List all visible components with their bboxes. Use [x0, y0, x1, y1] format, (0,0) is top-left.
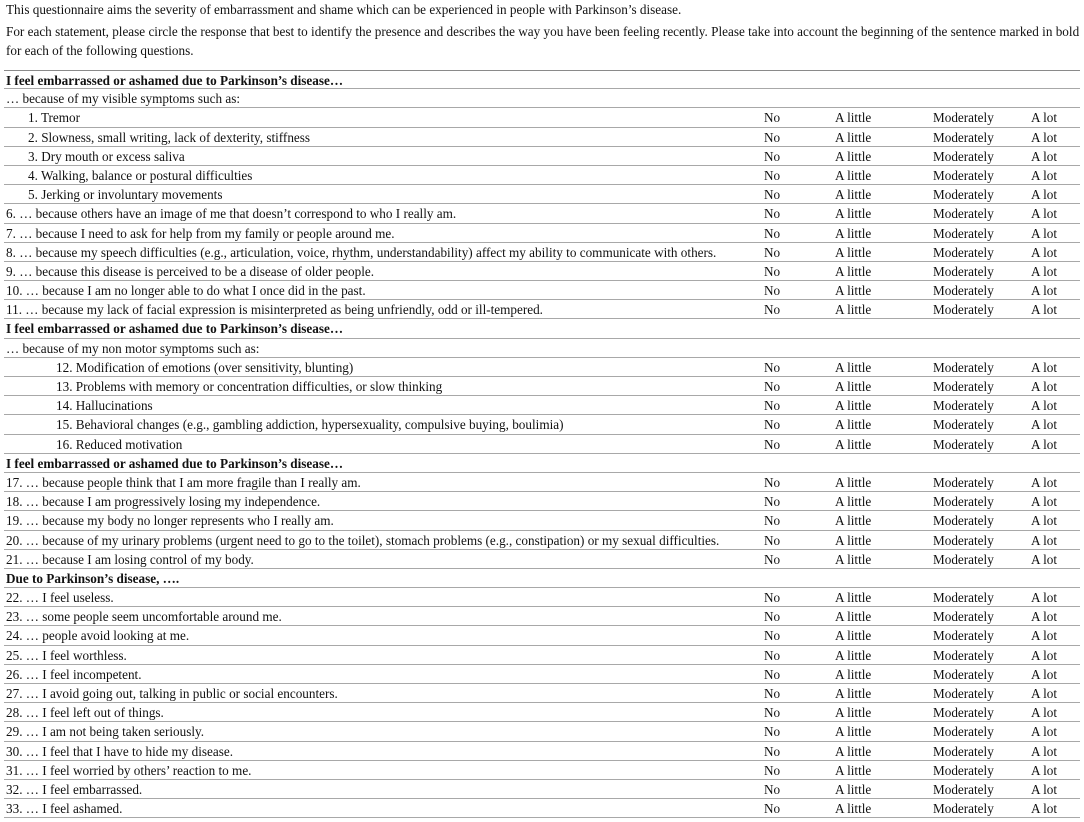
option-moderately[interactable]: Moderately	[933, 609, 994, 625]
question-text: 24. … people avoid looking at me.	[6, 628, 190, 644]
option-a-little[interactable]: A little	[835, 283, 872, 299]
option-moderately[interactable]: Moderately	[933, 647, 994, 663]
question-text: 13. Problems with memory or concentration difficulties, or slow thinking	[56, 379, 443, 394]
option-moderately[interactable]: Moderately	[933, 781, 994, 797]
option-no[interactable]: No	[764, 686, 781, 701]
option-a-little[interactable]: A little	[835, 647, 872, 663]
option-a-little[interactable]: A little	[835, 781, 872, 797]
option-no[interactable]: No	[764, 436, 781, 452]
option-a-lot[interactable]: A lot	[1031, 590, 1058, 606]
option-a-lot[interactable]: A lot	[1031, 417, 1058, 433]
question-row	[4, 473, 1080, 492]
option-a-little[interactable]: A little	[835, 436, 872, 452]
question-row	[4, 588, 1080, 607]
option-no[interactable]: No	[764, 187, 781, 203]
option-a-lot[interactable]: A lot	[1031, 705, 1058, 721]
option-no[interactable]: No	[764, 551, 781, 567]
option-a-lot[interactable]: A lot	[1031, 513, 1058, 529]
question-row	[4, 396, 1080, 415]
option-a-little[interactable]: A little	[835, 551, 872, 567]
option-a-lot[interactable]: A lot	[1031, 743, 1058, 759]
option-moderately[interactable]: Moderately	[933, 532, 994, 548]
option-a-lot[interactable]: A lot	[1031, 609, 1058, 625]
option-no[interactable]: No	[764, 474, 781, 490]
option-moderately[interactable]: Moderately	[933, 686, 994, 701]
option-moderately[interactable]: Moderately	[933, 551, 994, 567]
option-no[interactable]: No	[764, 590, 781, 606]
option-a-lot[interactable]: A lot	[1031, 187, 1058, 203]
question-text: 17. … because people think that I am more fragile than I really am.	[6, 474, 361, 490]
question-text: 25. … I feel worthless.	[6, 647, 127, 663]
question-text: 11. … because my lack of facial expression is misinterpreted as being unfriendly, odd or ill-tempered.	[6, 302, 543, 318]
option-a-little[interactable]: A little	[835, 724, 872, 740]
option-a-little[interactable]: A little	[835, 359, 872, 375]
option-moderately[interactable]: Moderately	[933, 724, 994, 740]
option-no[interactable]: No	[764, 148, 781, 164]
option-a-little[interactable]: A little	[835, 187, 872, 203]
option-a-little[interactable]: A little	[835, 206, 872, 222]
question-row	[4, 300, 1080, 319]
question-row	[4, 492, 1080, 511]
section-header: I feel embarrassed or ashamed due to Parkinson’s disease…	[6, 455, 344, 471]
option-moderately[interactable]: Moderately	[933, 263, 994, 279]
question-row	[4, 684, 1080, 703]
option-a-lot[interactable]: A lot	[1031, 551, 1058, 567]
questionnaire-table	[4, 70, 1080, 818]
question-text: 9. … because this disease is perceived to be a disease of older people.	[6, 263, 375, 279]
question-row	[4, 262, 1080, 281]
question-row	[4, 511, 1080, 530]
question-row	[4, 607, 1080, 626]
option-no[interactable]: No	[764, 724, 781, 740]
option-a-lot[interactable]: A lot	[1031, 379, 1058, 394]
option-no[interactable]: No	[764, 494, 781, 510]
question-text: 20. … because of my urinary problems (urgent need to go to the toilet), stomach problems (e.g., constipation) or my sexual difficulties.	[6, 532, 720, 548]
question-row	[4, 128, 1080, 147]
option-no[interactable]: No	[764, 359, 781, 375]
question-row	[4, 185, 1080, 204]
section-header-row	[4, 319, 1080, 338]
option-a-lot[interactable]: A lot	[1031, 686, 1058, 701]
option-no[interactable]: No	[764, 666, 781, 682]
option-no[interactable]: No	[764, 206, 781, 222]
question-text: 26. … I feel incompetent.	[6, 666, 142, 682]
option-a-little[interactable]: A little	[835, 379, 872, 394]
option-a-lot[interactable]: A lot	[1031, 801, 1058, 817]
question-row	[4, 358, 1080, 377]
option-a-lot[interactable]: A lot	[1031, 724, 1058, 740]
option-moderately[interactable]: Moderately	[933, 148, 994, 164]
question-text: 6. … because others have an image of me that doesn’t correspond to who I really am.	[6, 206, 457, 222]
option-a-little[interactable]: A little	[835, 666, 872, 682]
option-a-little[interactable]: A little	[835, 513, 872, 529]
question-row	[4, 377, 1080, 396]
subsection-label: … because of my visible symptoms such as:	[6, 91, 241, 107]
question-text: 5. Jerking or involuntary movements	[28, 187, 223, 203]
option-a-little[interactable]: A little	[835, 762, 872, 778]
option-moderately[interactable]: Moderately	[933, 474, 994, 490]
option-a-lot[interactable]: A lot	[1031, 666, 1058, 682]
question-text: 4. Walking, balance or postural difficulties	[28, 167, 253, 183]
option-a-little[interactable]: A little	[835, 398, 872, 414]
question-row	[4, 166, 1080, 185]
subsection-row	[4, 89, 1080, 108]
option-a-little[interactable]: A little	[835, 590, 872, 606]
option-a-lot[interactable]: A lot	[1031, 762, 1058, 778]
question-text: 29. … I am not being taken seriously.	[6, 724, 205, 740]
question-text: 33. … I feel ashamed.	[6, 801, 123, 817]
option-a-little[interactable]: A little	[835, 110, 872, 126]
question-text: 27. … I avoid going out, talking in public or social encounters.	[6, 686, 338, 701]
option-moderately[interactable]: Moderately	[933, 705, 994, 721]
option-a-little[interactable]: A little	[835, 532, 872, 548]
question-text: 12. Modification of emotions (over sensitivity, blunting)	[56, 359, 354, 375]
option-a-lot[interactable]: A lot	[1031, 647, 1058, 663]
option-no[interactable]: No	[764, 129, 781, 145]
question-text: 1. Tremor	[28, 110, 81, 126]
question-row	[4, 665, 1080, 684]
question-text: 15. Behavioral changes (e.g., gambling addiction, hypersexuality, compulsive buying, boulimia)	[56, 417, 564, 433]
question-text: 7. … because I need to ask for help from my family or people around me.	[6, 225, 395, 241]
question-text: 16. Reduced motivation	[56, 436, 183, 452]
option-moderately[interactable]: Moderately	[933, 494, 994, 510]
option-moderately[interactable]: Moderately	[933, 379, 994, 394]
option-no[interactable]: No	[764, 801, 781, 817]
option-no[interactable]: No	[764, 781, 781, 797]
option-a-little[interactable]: A little	[835, 417, 872, 433]
option-no[interactable]: No	[764, 167, 781, 183]
question-text: 21. … because I am losing control of my body.	[6, 551, 254, 567]
option-moderately[interactable]: Moderately	[933, 513, 994, 529]
option-no[interactable]: No	[764, 417, 781, 433]
option-moderately[interactable]: Moderately	[933, 801, 994, 817]
option-moderately[interactable]: Moderately	[933, 417, 994, 433]
question-row	[4, 108, 1080, 127]
option-a-little[interactable]: A little	[835, 474, 872, 490]
section-header-row	[4, 70, 1080, 89]
option-a-little[interactable]: A little	[835, 705, 872, 721]
option-a-lot[interactable]: A lot	[1031, 225, 1058, 241]
subsection-row	[4, 339, 1080, 358]
question-row	[4, 626, 1080, 645]
option-moderately[interactable]: Moderately	[933, 743, 994, 759]
option-a-lot[interactable]: A lot	[1031, 359, 1058, 375]
option-moderately[interactable]: Moderately	[933, 110, 994, 126]
option-moderately[interactable]: Moderately	[933, 244, 994, 260]
option-no[interactable]: No	[764, 628, 781, 644]
section-header-row	[4, 569, 1080, 588]
option-no[interactable]: No	[764, 283, 781, 299]
question-text: 28. … I feel left out of things.	[6, 705, 164, 721]
option-moderately[interactable]: Moderately	[933, 206, 994, 222]
section-header: Due to Parkinson’s disease, ….	[6, 570, 180, 586]
question-row	[4, 742, 1080, 761]
option-a-little[interactable]: A little	[835, 129, 872, 145]
question-text: 2. Slowness, small writing, lack of dexterity, stiffness	[28, 129, 311, 145]
option-a-lot[interactable]: A lot	[1031, 436, 1058, 452]
option-a-little[interactable]: A little	[835, 167, 872, 183]
option-a-lot[interactable]: A lot	[1031, 206, 1058, 222]
option-moderately[interactable]: Moderately	[933, 666, 994, 682]
question-row	[4, 147, 1080, 166]
option-no[interactable]: No	[764, 532, 781, 548]
question-text: 3. Dry mouth or excess saliva	[28, 148, 185, 164]
option-a-little[interactable]: A little	[835, 148, 872, 164]
option-no[interactable]: No	[764, 302, 781, 318]
option-no[interactable]: No	[764, 225, 781, 241]
option-moderately[interactable]: Moderately	[933, 590, 994, 606]
question-text: 32. … I feel embarrassed.	[6, 781, 143, 797]
option-no[interactable]: No	[764, 762, 781, 778]
option-a-little[interactable]: A little	[835, 302, 872, 318]
option-a-lot[interactable]: A lot	[1031, 628, 1058, 644]
option-no[interactable]: No	[764, 110, 781, 126]
option-moderately[interactable]: Moderately	[933, 436, 994, 452]
question-text: 30. … I feel that I have to hide my disease.	[6, 743, 234, 759]
option-a-lot[interactable]: A lot	[1031, 167, 1058, 183]
option-a-lot[interactable]: A lot	[1031, 398, 1058, 414]
option-a-lot[interactable]: A lot	[1031, 129, 1058, 145]
question-text: 14. Hallucinations	[56, 398, 153, 414]
option-a-little[interactable]: A little	[835, 494, 872, 510]
question-text: 31. … I feel worried by others’ reaction to me.	[6, 762, 252, 778]
question-row	[4, 224, 1080, 243]
option-moderately[interactable]: Moderately	[933, 225, 994, 241]
intro-line-1: This questionnaire aims the severity of embarrassment and shame which can be experienced in people with Parkinson’s disease.	[6, 2, 682, 17]
section-header: I feel embarrassed or ashamed due to Parkinson’s disease…	[6, 73, 344, 88]
option-moderately[interactable]: Moderately	[933, 187, 994, 203]
option-no[interactable]: No	[764, 743, 781, 759]
option-a-little[interactable]: A little	[835, 263, 872, 279]
option-a-lot[interactable]: A lot	[1031, 302, 1058, 318]
question-row	[4, 722, 1080, 741]
option-moderately[interactable]: Moderately	[933, 167, 994, 183]
question-text: 10. … because I am no longer able to do what I once did in the past.	[6, 283, 366, 299]
section-header: I feel embarrassed or ashamed due to Parkinson’s disease…	[6, 321, 344, 337]
option-moderately[interactable]: Moderately	[933, 398, 994, 414]
question-row	[4, 780, 1080, 799]
option-no[interactable]: No	[764, 609, 781, 625]
option-a-lot[interactable]: A lot	[1031, 532, 1058, 548]
option-a-lot[interactable]: A lot	[1031, 110, 1058, 126]
option-no[interactable]: No	[764, 647, 781, 663]
option-a-little[interactable]: A little	[835, 801, 872, 817]
option-no[interactable]: No	[764, 513, 781, 529]
option-a-lot[interactable]: A lot	[1031, 148, 1058, 164]
intro-line-2: For each statement, please circle the response that best to identify the presence and describes the way you have been feeling recently. Please take into account the beginning of the sentence marked in bold for each of the following questions.	[6, 24, 1080, 58]
question-text: 19. … because my body no longer represents who I really am.	[6, 513, 334, 529]
question-row	[4, 550, 1080, 569]
question-text: 8. … because my speech difficulties (e.g., articulation, voice, rhythm, understandability) affect my ability to communicate with others.	[6, 244, 717, 260]
subsection-label: … because of my non motor symptoms such as:	[6, 340, 260, 356]
option-no[interactable]: No	[764, 379, 781, 394]
option-a-little[interactable]: A little	[835, 743, 872, 759]
section-header-row	[4, 454, 1080, 473]
question-text: 22. … I feel useless.	[6, 590, 114, 606]
question-row	[4, 646, 1080, 665]
question-row	[4, 281, 1080, 300]
option-no[interactable]: No	[764, 398, 781, 414]
option-a-little[interactable]: A little	[835, 686, 872, 701]
option-a-lot[interactable]: A lot	[1031, 494, 1058, 510]
option-moderately[interactable]: Moderately	[933, 129, 994, 145]
option-a-little[interactable]: A little	[835, 244, 872, 260]
option-moderately[interactable]: Moderately	[933, 628, 994, 644]
question-row	[4, 703, 1080, 722]
option-moderately[interactable]: Moderately	[933, 359, 994, 375]
option-moderately[interactable]: Moderately	[933, 762, 994, 778]
question-row	[4, 435, 1080, 454]
question-row	[4, 799, 1080, 818]
option-a-lot[interactable]: A lot	[1031, 474, 1058, 490]
option-no[interactable]: No	[764, 263, 781, 279]
question-row	[4, 531, 1080, 550]
option-a-lot[interactable]: A lot	[1031, 244, 1058, 260]
question-row	[4, 761, 1080, 780]
question-row	[4, 415, 1080, 434]
option-a-little[interactable]: A little	[835, 609, 872, 625]
question-text: 18. … because I am progressively losing my independence.	[6, 494, 321, 510]
option-a-lot[interactable]: A lot	[1031, 283, 1058, 299]
option-moderately[interactable]: Moderately	[933, 302, 994, 318]
option-a-lot[interactable]: A lot	[1031, 781, 1058, 797]
option-moderately[interactable]: Moderately	[933, 283, 994, 299]
instructions	[6, 0, 1080, 60]
option-no[interactable]: No	[764, 244, 781, 260]
question-row	[4, 204, 1080, 223]
option-a-lot[interactable]: A lot	[1031, 263, 1058, 279]
option-a-little[interactable]: A little	[835, 628, 872, 644]
question-row	[4, 243, 1080, 262]
question-text: 23. … some people seem uncomfortable around me.	[6, 609, 282, 625]
option-no[interactable]: No	[764, 705, 781, 721]
option-a-little[interactable]: A little	[835, 225, 872, 241]
